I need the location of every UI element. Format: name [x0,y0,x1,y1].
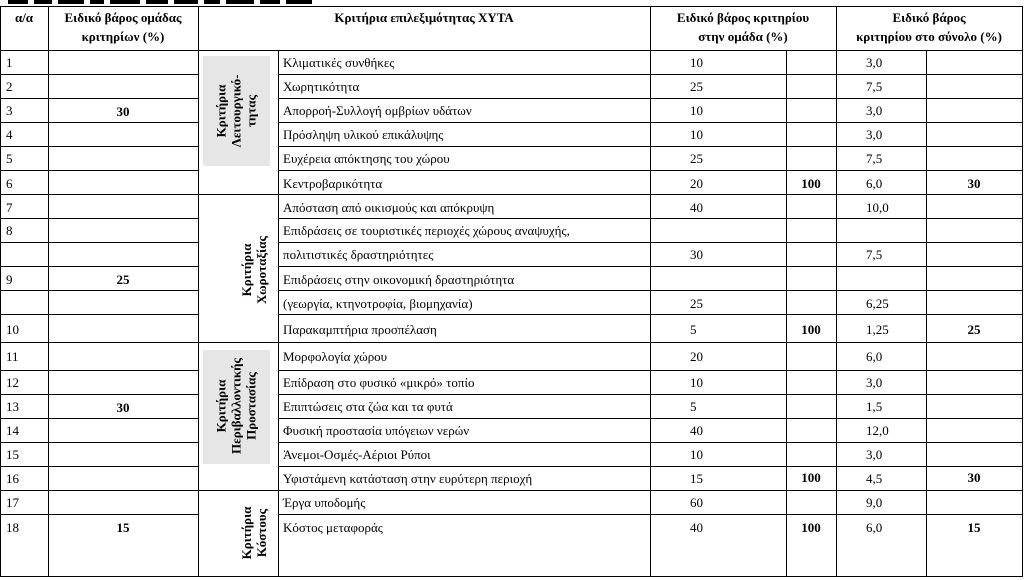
group-boundary-line [198,342,279,343]
row-line [278,442,1023,443]
weight-in-group-value: 5 [690,399,697,414]
row-line [48,266,199,267]
row-index: 2 [6,79,13,94]
header-bottom-line [0,50,199,51]
weight-total-value: 10,0 [866,200,889,215]
row-line [278,74,1023,75]
group-total-in-group-spatial: 100 [801,322,821,337]
row-line [650,242,1023,243]
group-weight-cost: 15 [116,520,130,535]
weight-in-group-value: 5 [690,322,697,337]
row-line [48,490,199,491]
row-line [0,146,49,147]
group-label-cost [239,507,269,560]
group-label-functionality [214,75,259,148]
criterion-text: Επίδραση στο φυσικό «μικρό» τοπίο [283,375,475,390]
weight-in-group-value: 40 [690,520,703,535]
group-label-spatial-line1: Κριτήρια [239,243,254,297]
group-total-environmental: 30 [967,470,981,485]
group-label-cost-line2: Κόστους [254,508,269,558]
weight-in-group-value: 30 [690,247,703,262]
row-index: 5 [6,151,13,166]
row-index: 4 [6,127,13,142]
row-index: 18 [6,520,19,535]
group-weight-functionality: 30 [116,104,130,119]
row-line [278,466,1023,467]
group-label-environmental [214,358,259,454]
weight-in-group-value: 20 [690,176,703,191]
row-line [0,418,49,419]
weight-total-value: 6,0 [866,349,883,364]
row-line [48,394,199,395]
criterion-text: Κλιματικές συνθήκες [283,55,395,70]
row-index: 16 [6,471,19,486]
group-total-in-group-cost: 100 [801,520,821,535]
group-label-spatial-line2: Χωροταξίας [254,236,269,304]
criterion-text: Φυσική προστασία υπόγειων νερών [283,423,470,438]
col-line [1022,6,1023,577]
criterion-text: Ευχέρεια απόκτησης του χώρου [283,151,450,166]
group-label-environmental-line1: Κριτήρια [213,379,229,433]
row-line [0,370,49,371]
row-line [0,122,49,123]
row-line [48,418,199,419]
weight-total-value: 3,0 [866,447,883,462]
col-line [0,6,1,577]
row-line [48,466,199,467]
col-line [48,6,49,577]
row-line [48,74,199,75]
row-line [650,290,1023,291]
weight-total-value: 3,0 [866,127,883,142]
header-weight-total-line1: Ειδικό βάρος [892,10,966,25]
row-line [48,290,199,291]
row-line [48,442,199,443]
row-line [0,170,49,171]
header-index: α/α [14,10,34,25]
row-line [48,314,199,315]
row-line [48,514,199,515]
row-line [48,218,199,219]
group-total-in-group-environmental: 100 [801,470,821,485]
weight-total-value: 6,25 [866,296,889,311]
row-line [278,98,1023,99]
row-index: 9 [6,272,13,287]
row-line [48,194,199,195]
row-line [278,194,1023,195]
criterion-text: Άνεμοι-Οσμές-Αέριοι Ρύποι [283,447,431,462]
criterion-text: Επιδράσεις σε τουριστικές περιοχές χώρους αναψυχής, [283,223,570,238]
header-weight-in-group [650,8,836,46]
row-line [0,394,49,395]
group-total-in-group-functionality: 100 [801,176,821,191]
group-boundary-line [198,490,279,491]
group-total-functionality: 30 [967,176,981,191]
row-index: 15 [6,447,19,462]
row-line [278,370,1023,371]
row-line [48,146,199,147]
row-index: 10 [6,322,19,337]
table-top-border [0,6,1023,7]
weight-total-value: 1,25 [866,322,889,337]
weight-in-group-value: 40 [690,423,703,438]
weight-in-group-value: 15 [690,471,703,486]
row-line [48,98,199,99]
weight-total-value: 3,0 [866,375,883,390]
weight-in-group-value: 10 [690,447,703,462]
criterion-text: Παρακαμπτήρια προσπέλαση [283,322,437,337]
row-line [278,314,1023,315]
header-criteria: Κριτήρια επιλεξιμότητας ΧΥΤΑ [334,10,514,25]
header-group-weight [48,8,198,46]
weight-total-value: 1,5 [866,399,883,414]
weight-in-group-value: 10 [690,103,703,118]
row-line [0,342,49,343]
header-weight-total-line2: κριτηρίου στο σύνολο (%) [856,29,1002,44]
row-index: 17 [6,495,19,510]
group-boundary-line [198,194,279,195]
weight-in-group-value: 10 [690,375,703,390]
table-bottom-border [0,576,1023,577]
weight-total-value: 7,5 [866,151,883,166]
group-label-environmental-line2: Περιβαλλοντικής [228,358,244,454]
row-index: 7 [6,200,13,215]
group-label-functionality-line2: Λειτουργικό- [228,74,244,148]
weight-total-value: 4,5 [866,471,883,486]
weight-in-group-value: 60 [690,495,703,510]
row-index: 13 [6,399,19,414]
col-line [650,6,651,577]
row-line [278,342,1023,343]
row-line [0,466,49,467]
weight-in-group-value: 10 [690,127,703,142]
row-line [278,514,1023,515]
weight-in-group-value: 20 [690,349,703,364]
criterion-text: Κόστος μεταφοράς [283,520,383,535]
row-line [278,290,651,291]
criterion-text: Απόσταση από οικισμούς και απόκρυψη [283,200,495,215]
row-line [0,266,49,267]
row-line [48,122,199,123]
row-line [0,314,49,315]
criterion-text: Χωρητικότητα [283,79,360,94]
row-index: 12 [6,375,19,390]
col-line [836,6,837,577]
criterion-text: Πρόσληψη υλικού επικάλυψης [283,127,444,142]
weight-total-value: 3,0 [866,103,883,118]
row-line [48,370,199,371]
row-line [0,490,49,491]
header-group-weight-line1: Ειδικό βάρος ομάδας [64,10,182,25]
criterion-text: Έργα υποδομής [283,495,366,510]
weight-total-value: 3,0 [866,55,883,70]
weight-total-value: 6,0 [866,176,883,191]
row-line [0,194,49,195]
group-label-environmental-line3: Προστασίας [243,372,259,440]
row-line [0,442,49,443]
row-line [278,218,1023,219]
group-label-cost-line1: Κριτήρια [239,506,254,560]
col-line [198,6,199,577]
header-bottom-line [198,50,651,51]
row-line [0,514,49,515]
header-group-weight-line2: κριτηρίων (%) [81,29,165,44]
row-index: 8 [6,223,13,238]
weight-in-group-value: 25 [690,151,703,166]
group-total-cost: 15 [967,520,981,535]
row-line [278,418,1023,419]
group-weight-spatial: 25 [116,272,130,287]
weight-total-value: 12,0 [866,423,889,438]
row-line [48,242,199,243]
criterion-text: Μορφολογία χώρου [283,349,388,364]
row-line [0,98,49,99]
row-index: 14 [6,423,19,438]
header-weight-in-group-line2: στην ομάδα (%) [698,29,788,44]
criterion-text: Κεντροβαρικότητα [283,176,383,191]
row-line [278,490,1023,491]
row-line [278,122,1023,123]
header-weight-in-group-line1: Ειδικό βάρος κριτηρίου [676,10,810,25]
criterion-text: (γεωργία, κτηνοτροφία, βιομηχανία) [283,296,473,311]
weight-in-group-value: 25 [690,79,703,94]
row-line [278,266,1023,267]
row-line [278,146,1023,147]
criterion-text: Υφιστάμενη κατάσταση στην ευρύτερη περιοχή [283,471,533,486]
group-label-functionality-line3: τητας [243,94,259,128]
row-index: 3 [6,103,13,118]
row-line [278,394,1023,395]
weight-in-group-value: 10 [690,55,703,70]
header-weight-total [836,8,1022,46]
group-total-spatial: 25 [967,322,981,337]
row-line [48,170,199,171]
group-label-spatial [239,236,269,304]
criterion-text: Απορροή-Συλλογή ομβρίων υδάτων [283,103,472,118]
criterion-text: πολιτιστικές δραστηριότητες [283,247,434,262]
weight-in-group-value: 40 [690,200,703,215]
criterion-text: Επιπτώσεις στα ζώα και τα φυτά [283,399,453,414]
weight-total-value: 7,5 [866,247,883,262]
weight-total-value: 9,0 [866,495,883,510]
weight-in-group-value: 25 [690,296,703,311]
row-line [0,218,49,219]
row-line [278,242,651,243]
row-index: 1 [6,55,13,70]
group-weight-environmental: 30 [116,400,130,415]
row-line [0,74,49,75]
row-line [278,170,1023,171]
row-index: 11 [6,349,19,364]
row-line [0,242,49,243]
row-line [0,290,49,291]
group-label-functionality-line1: Κριτήρια [213,84,229,138]
row-line [48,342,199,343]
weight-total-value: 6,0 [866,520,883,535]
criterion-text: Επιδράσεις στην οικονομική δραστηριότητα [283,272,515,287]
weight-total-value: 7,5 [866,79,883,94]
row-index: 6 [6,176,13,191]
